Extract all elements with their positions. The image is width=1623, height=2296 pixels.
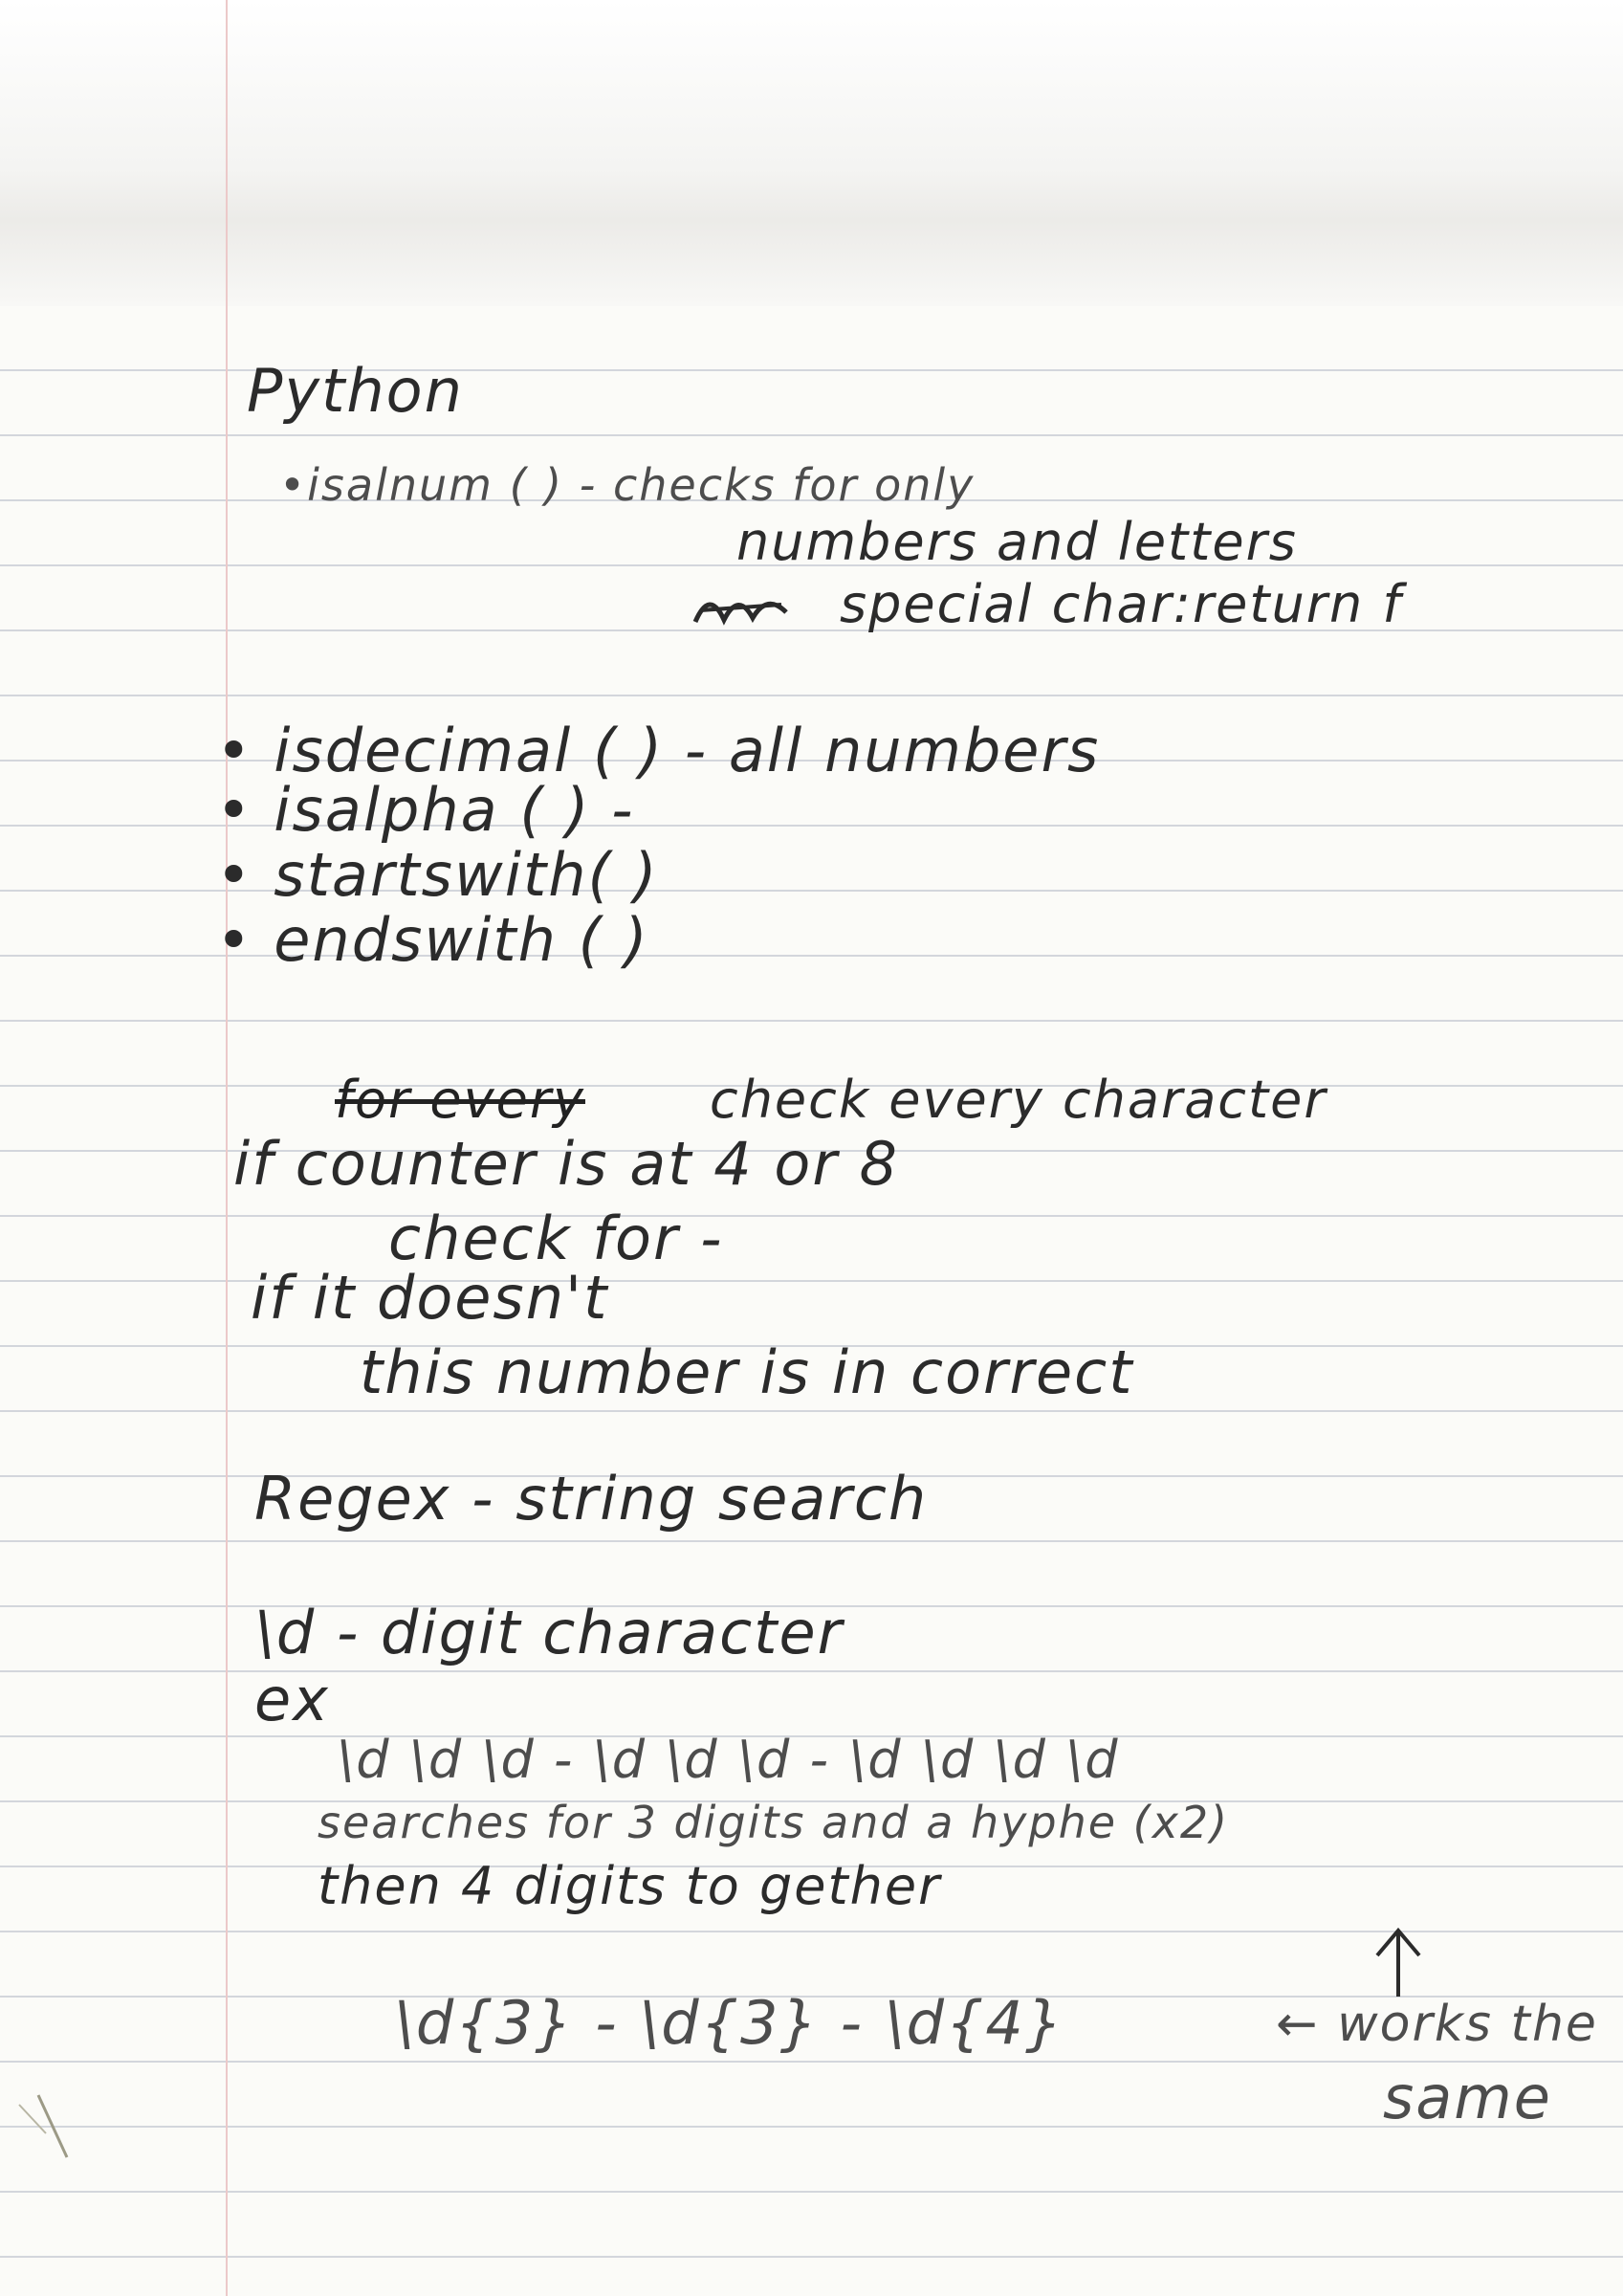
isalpha-item: • isalpha ( ) - <box>216 775 635 845</box>
isalnum-line-3: special char:return f <box>840 574 1403 634</box>
if-counter-line: if counter is at 4 or 8 <box>233 1129 900 1199</box>
regex-heading: Regex - string search <box>254 1464 929 1534</box>
endswith-item: • endswith ( ) <box>216 905 649 975</box>
regex-short-pattern: \d{3} - \d{3} - \d{4} <box>394 1988 1065 2058</box>
struck-for-every: for every <box>335 1070 585 1130</box>
title-python: Python <box>247 356 464 426</box>
up-arrow-icon <box>1370 1925 1427 2001</box>
paper-top-shadow <box>0 0 1623 306</box>
regex-long-pattern: \d \d \d - \d \d \d - \d \d \d \d <box>337 1730 1120 1790</box>
paper-crease-marks <box>0 2090 115 2167</box>
number-incorrect-line: this number is in correct <box>360 1337 1134 1407</box>
scribble-mark <box>691 584 796 631</box>
margin-line <box>226 0 228 2296</box>
if-doesnt-line: if it doesn't <box>251 1263 609 1333</box>
isdecimal-item: • isdecimal ( ) - all numbers <box>216 716 1101 785</box>
check-for-line: check for - <box>388 1203 724 1273</box>
regex-explain-2: then 4 digits to gether <box>318 1856 942 1916</box>
ex-label: ex <box>254 1665 330 1734</box>
regex-explain-1: searches for 3 digits and a hyphe (x2) <box>318 1797 1230 1848</box>
startswith-item: • startswith( ) <box>216 840 659 910</box>
check-every-character: check every character <box>710 1070 1327 1130</box>
digit-character-line: \d - digit character <box>254 1598 844 1667</box>
same-note: same <box>1383 2063 1552 2132</box>
isalnum-line-2: numbers and letters <box>736 512 1298 572</box>
isalnum-line-1: •isalnum ( ) - checks for only <box>279 459 976 511</box>
works-the-note: ← works the <box>1276 1996 1598 2053</box>
